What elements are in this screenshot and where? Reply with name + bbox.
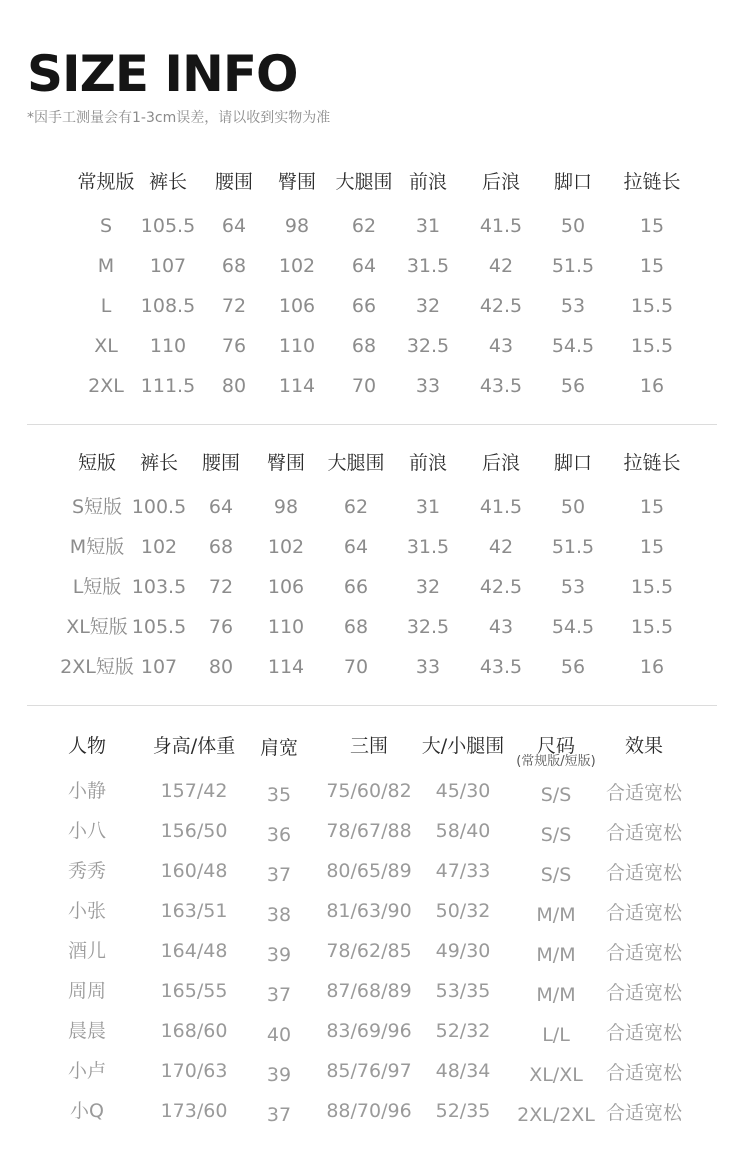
table-cell: 15.5	[630, 576, 674, 598]
model-name: 小张	[67, 900, 107, 922]
table-cell: 102	[140, 536, 178, 558]
column-header: 短版	[77, 452, 117, 474]
table-cell: 68	[221, 255, 247, 277]
table-cell: 合适宽松	[605, 822, 683, 844]
row-label: XL短版	[66, 616, 128, 638]
table-cell: 42.5	[479, 295, 523, 317]
table-cell: M/M	[536, 904, 576, 926]
table-cell: 64	[351, 255, 377, 277]
table-cell: 66	[351, 295, 377, 317]
table-cell: 31.5	[406, 255, 450, 277]
column-header: 脚口	[553, 452, 593, 474]
table-cell: 41.5	[479, 215, 523, 237]
table-cell: 15.5	[630, 295, 674, 317]
table-cell: 111.5	[140, 375, 196, 397]
table-cell: 78/62/85	[326, 940, 412, 962]
column-header: 拉链长	[623, 452, 681, 474]
table-cell: 70	[343, 656, 369, 678]
table-cell: 106	[267, 576, 305, 598]
table-cell: S/S	[540, 824, 572, 846]
table-cell: 102	[278, 255, 316, 277]
table-cell: 41.5	[479, 496, 523, 518]
table-cell: 43.5	[479, 656, 523, 678]
table-cell: 合适宽松	[605, 1102, 683, 1124]
column-header: 裤长	[139, 452, 179, 474]
table-cell: 2XL/2XL	[517, 1104, 595, 1126]
table-cell: 103.5	[131, 576, 187, 598]
model-name: 小静	[67, 780, 107, 802]
model-name: 晨晨	[67, 1020, 107, 1042]
column-header: 脚口	[553, 171, 593, 193]
table-cell: 31	[415, 496, 441, 518]
table-cell: 42.5	[479, 576, 523, 598]
table-cell: 87/68/89	[326, 980, 412, 1002]
row-label: M短版	[69, 536, 125, 558]
row-label: S	[99, 215, 113, 237]
table-cell: 56	[560, 375, 586, 397]
row-label: 2XL	[88, 375, 124, 397]
table-cell: 36	[266, 824, 292, 846]
table-cell: 37	[266, 1104, 292, 1126]
table-cell: 32.5	[406, 335, 450, 357]
table-cell: 164/48	[160, 940, 228, 962]
divider	[27, 424, 717, 425]
model-name: 小卢	[67, 1060, 107, 1082]
table-cell: 52/35	[435, 1100, 491, 1122]
column-header: 前浪	[408, 452, 448, 474]
table-cell: 48/34	[435, 1060, 491, 1082]
table-cell: 31.5	[406, 536, 450, 558]
column-header: 裤长	[148, 171, 188, 193]
table-cell: 33	[415, 656, 441, 678]
column-header: 三围	[349, 735, 389, 757]
table-cell: 50	[560, 215, 586, 237]
column-header: 肩宽	[259, 737, 299, 759]
table-cell: 16	[639, 375, 665, 397]
table-cell: 163/51	[160, 900, 228, 922]
table-cell: 70	[351, 375, 377, 397]
table-cell: 15	[639, 215, 665, 237]
table-cell: 合适宽松	[605, 982, 683, 1004]
table-cell: 39	[266, 944, 292, 966]
table-cell: 168/60	[160, 1020, 228, 1042]
table-cell: 42	[488, 255, 514, 277]
table-cell: 68	[351, 335, 377, 357]
table-cell: 98	[284, 215, 310, 237]
table-cell: 64	[208, 496, 234, 518]
column-header: 腰围	[214, 171, 254, 193]
table-cell: 40	[266, 1024, 292, 1046]
row-label: M	[97, 255, 115, 277]
table-cell: 76	[208, 616, 234, 638]
table-cell: 108.5	[140, 295, 196, 317]
table-cell: 170/63	[160, 1060, 228, 1082]
model-name: 秀秀	[67, 860, 107, 882]
column-header: 臀围	[277, 171, 317, 193]
column-header: 尺码	[536, 735, 576, 757]
table-cell: 32.5	[406, 616, 450, 638]
column-header: 臀围	[266, 452, 306, 474]
column-header: 人物	[67, 735, 107, 757]
table-cell: 43.5	[479, 375, 523, 397]
row-label: 2XL短版	[60, 656, 134, 678]
table-cell: 110	[149, 335, 187, 357]
column-header: 大/小腿围	[421, 735, 505, 757]
table-cell: XL/XL	[529, 1064, 583, 1086]
page-title: SIZE INFO	[27, 45, 298, 103]
table-cell: S/S	[540, 864, 572, 886]
table-cell: 85/76/97	[326, 1060, 412, 1082]
table-cell: 32	[415, 576, 441, 598]
row-label: S短版	[71, 496, 123, 518]
table-cell: 114	[278, 375, 316, 397]
table-cell: 64	[343, 536, 369, 558]
table-cell: 100.5	[131, 496, 187, 518]
table-cell: 52/32	[435, 1020, 491, 1042]
column-header: 常规版	[77, 171, 135, 193]
table-cell: 53	[560, 295, 586, 317]
table-cell: 39	[266, 1064, 292, 1086]
row-label: L短版	[72, 576, 122, 598]
table-cell: 16	[639, 656, 665, 678]
table-cell: 114	[267, 656, 305, 678]
table-cell: 51.5	[551, 536, 595, 558]
column-header: 大腿围	[327, 452, 385, 474]
table-cell: 66	[343, 576, 369, 598]
column-header: 效果	[624, 735, 664, 757]
table-cell: 42	[488, 536, 514, 558]
row-label: XL	[94, 335, 118, 357]
table-cell: 合适宽松	[605, 782, 683, 804]
table-cell: 156/50	[160, 820, 228, 842]
column-header: 拉链长	[623, 171, 681, 193]
table-cell: 98	[273, 496, 299, 518]
table-cell: 31	[415, 215, 441, 237]
column-header: 前浪	[408, 171, 448, 193]
table-cell: 107	[149, 255, 187, 277]
table-cell: 合适宽松	[605, 1022, 683, 1044]
table-cell: 53	[560, 576, 586, 598]
table-cell: 54.5	[551, 616, 595, 638]
model-name: 小Q	[70, 1100, 104, 1122]
table-cell: 54.5	[551, 335, 595, 357]
column-header: 后浪	[481, 171, 521, 193]
table-cell: 15.5	[630, 616, 674, 638]
size-column-subnote: (常规版/短版)	[516, 754, 596, 769]
table-cell: 160/48	[160, 860, 228, 882]
table-cell: 105.5	[131, 616, 187, 638]
table-cell: 合适宽松	[605, 942, 683, 964]
table-cell: 173/60	[160, 1100, 228, 1122]
table-cell: 43	[488, 616, 514, 638]
table-cell: 45/30	[435, 780, 491, 802]
table-cell: M/M	[536, 984, 576, 1006]
table-cell: 15	[639, 255, 665, 277]
table-cell: 68	[208, 536, 234, 558]
table-cell: 72	[208, 576, 234, 598]
table-cell: 80	[221, 375, 247, 397]
table-cell: 35	[266, 784, 292, 806]
table-cell: 165/55	[160, 980, 228, 1002]
table-cell: 15	[639, 496, 665, 518]
table-cell: 15.5	[630, 335, 674, 357]
measurement-note: *因手工测量会有1-3cm误差，请以收到实物为准	[27, 110, 331, 126]
table-cell: 15	[639, 536, 665, 558]
table-cell: 37	[266, 984, 292, 1006]
table-cell: 80	[208, 656, 234, 678]
table-cell: 64	[221, 215, 247, 237]
table-cell: M/M	[536, 944, 576, 966]
table-cell: 106	[278, 295, 316, 317]
table-cell: 81/63/90	[326, 900, 412, 922]
table-cell: 80/65/89	[326, 860, 412, 882]
table-cell: 62	[351, 215, 377, 237]
table-cell: 88/70/96	[326, 1100, 412, 1122]
table-cell: 157/42	[160, 780, 228, 802]
table-cell: 49/30	[435, 940, 491, 962]
table-cell: 105.5	[140, 215, 196, 237]
table-cell: 102	[267, 536, 305, 558]
table-cell: 50/32	[435, 900, 491, 922]
table-cell: 38	[266, 904, 292, 926]
table-cell: 62	[343, 496, 369, 518]
table-cell: 53/35	[435, 980, 491, 1002]
table-cell: 33	[415, 375, 441, 397]
table-cell: S/S	[540, 784, 572, 806]
table-cell: 110	[278, 335, 316, 357]
column-header: 后浪	[481, 452, 521, 474]
table-cell: 合适宽松	[605, 902, 683, 924]
divider	[27, 705, 717, 706]
table-cell: 110	[267, 616, 305, 638]
table-cell: 58/40	[435, 820, 491, 842]
table-cell: 50	[560, 496, 586, 518]
row-label: L	[100, 295, 112, 317]
table-cell: 32	[415, 295, 441, 317]
model-name: 酒儿	[67, 940, 107, 962]
column-header: 腰围	[201, 452, 241, 474]
table-cell: 37	[266, 864, 292, 886]
table-cell: L/L	[542, 1024, 570, 1046]
table-cell: 83/69/96	[326, 1020, 412, 1042]
table-cell: 47/33	[435, 860, 491, 882]
table-cell: 75/60/82	[326, 780, 412, 802]
table-cell: 78/67/88	[326, 820, 412, 842]
table-cell: 合适宽松	[605, 1062, 683, 1084]
column-header: 身高/体重	[152, 735, 236, 757]
table-cell: 68	[343, 616, 369, 638]
column-header: 大腿围	[335, 171, 393, 193]
table-cell: 76	[221, 335, 247, 357]
table-cell: 72	[221, 295, 247, 317]
table-cell: 107	[140, 656, 178, 678]
table-cell: 51.5	[551, 255, 595, 277]
table-cell: 56	[560, 656, 586, 678]
table-cell: 合适宽松	[605, 862, 683, 884]
model-name: 小八	[67, 820, 107, 842]
model-name: 周周	[67, 980, 107, 1002]
table-cell: 43	[488, 335, 514, 357]
